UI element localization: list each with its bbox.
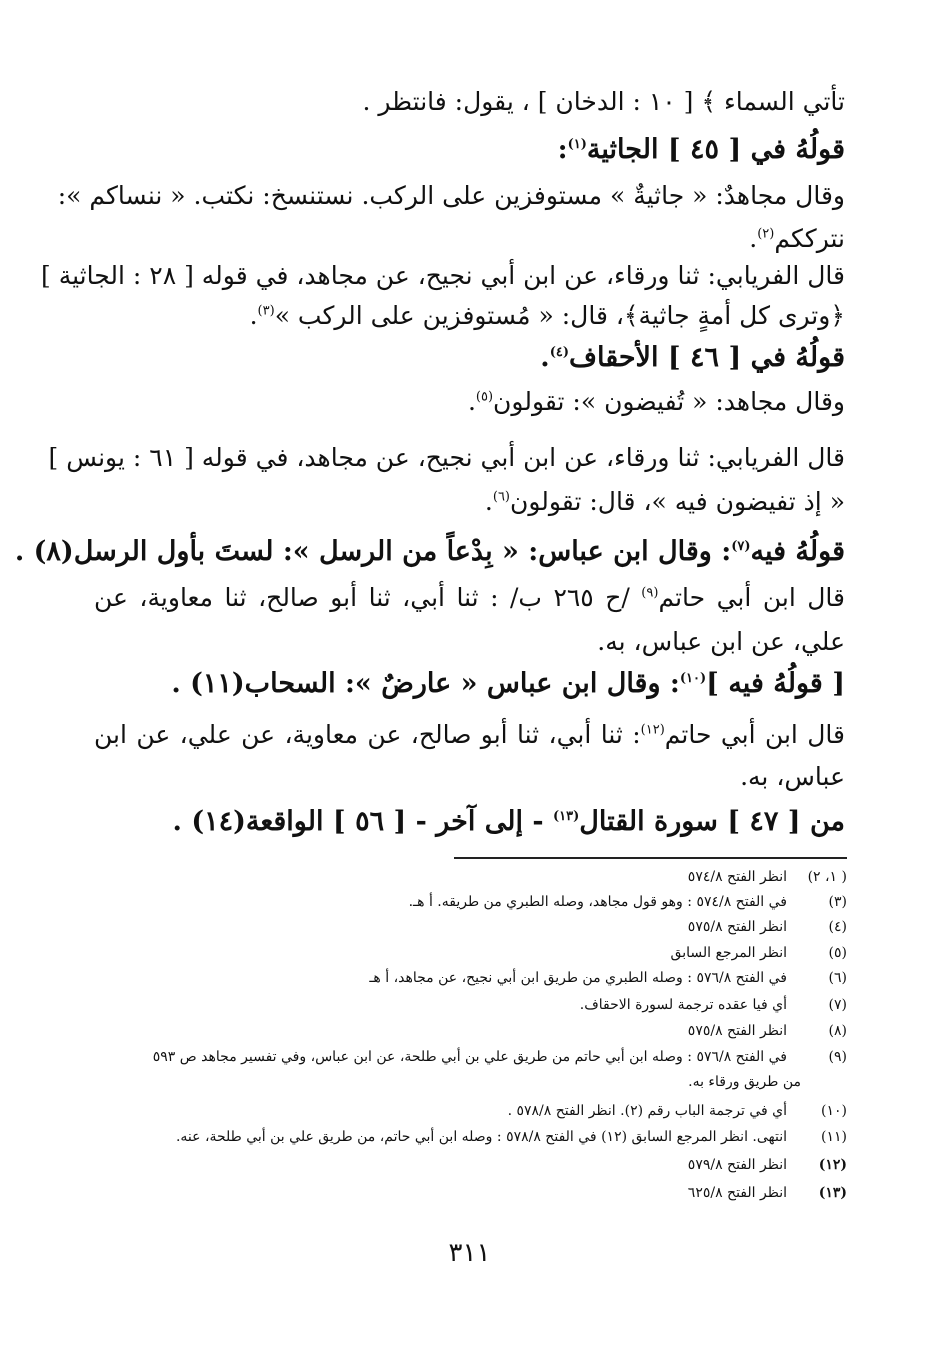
footnote-item — [87, 1098, 847, 1124]
line-text: من [ ٤٧ ] سورة القتال — [579, 806, 845, 837]
line-text: ﴿وترى كل أمةٍ جاثية﴾، قال: « مُستوفزين على الركب » — [274, 301, 845, 330]
body-line — [48, 438, 845, 478]
footnote-number: ( ١، ٢) — [807, 869, 847, 885]
footnote-number: (٩) — [828, 1049, 847, 1065]
footnote-text: في الفتح ٥٧٦/٨ : وصله ابن أبي حاتم من طريق علي بن أبي طلحة، عن ابن عباس، وفي تفسير مجاهد ص ٥٩٣ — [152, 1049, 787, 1065]
body-line — [94, 382, 845, 422]
footnote-item — [87, 864, 847, 890]
footnote-item — [87, 1180, 847, 1206]
body-line — [94, 482, 845, 522]
line-text: وقال مجاهد: « تُفيضون »: تقولون — [493, 387, 845, 416]
footnote-text: في الفتح ٥٧٤/٨ : وهو قول مجاهد، وصله الطبري من طريقه. أ هـ. — [408, 894, 787, 910]
page-number: ٣١١ — [448, 1238, 491, 1268]
footnote-number: (٨) — [828, 1023, 847, 1039]
line-tail: . — [467, 387, 476, 416]
section-heading — [14, 532, 845, 572]
footnote-marker: (٣) — [257, 303, 275, 319]
footnote-number: (٧) — [828, 997, 847, 1013]
footnote-number: (٥) — [828, 945, 847, 961]
footnote-number: (٦) — [828, 970, 847, 986]
section-heading — [94, 338, 845, 378]
line-text: نترككم — [774, 224, 845, 253]
footnote-text: أي فيا عقده ترجمة لسورة الاحقاف. — [579, 997, 787, 1013]
footnote-item — [87, 914, 847, 940]
footnote-number: (٤) — [828, 919, 847, 935]
body-line — [94, 715, 845, 755]
footnote-text: في الفتح ٥٧٦/٨ : وصله الطبري من طريق ابن أبي نجيح، عن مجاهد، أ هـ — [369, 970, 787, 986]
line-tail: : — [557, 134, 568, 165]
footnote-number: (١٢) — [818, 1157, 847, 1173]
section-heading — [94, 802, 845, 842]
footnote-marker: (٦) — [492, 489, 510, 505]
footnote-marker: (١٠) — [679, 671, 707, 686]
footnote-marker: (٧) — [731, 539, 751, 554]
line-tail: : ثنا أبي، ثنا أبو صالح، عن معاوية، عن علي، عن ابن — [94, 720, 641, 749]
footnote-marker: (٢) — [757, 226, 775, 242]
line-text: قال الفريابي: ثنا ورقاء، عن ابن أبي نجيح، عن مجاهد، في قوله [ ٦١ : يونس ] — [48, 443, 845, 472]
body-line — [94, 757, 845, 797]
footnote-number: (١١) — [821, 1129, 847, 1145]
footnote-item — [87, 1018, 847, 1044]
body-line — [94, 622, 845, 662]
footnote-item — [87, 992, 847, 1018]
footnote-text: انظر الفتح ٥٧٥/٨ — [687, 1023, 787, 1039]
line-text: قال ابن أبي حاتم — [664, 720, 845, 749]
footnote-item — [87, 940, 847, 966]
line-tail: . — [540, 342, 550, 373]
footnote-marker: (٩) — [641, 585, 659, 601]
line-text: تأتي السماء ﴾ [ ١٠ : الدخان ] ، يقول: فانتظر . — [362, 87, 845, 116]
line-tail: : وقال ابن عباس « عارضٌ »: السحاب(١١) . — [171, 668, 680, 699]
footnote-text: انظر الفتح ٥٧٥/٨ — [687, 919, 787, 935]
line-tail: . — [749, 224, 758, 253]
body-line — [94, 578, 845, 618]
body-line — [94, 82, 845, 122]
footnote-marker: (١٣) — [553, 809, 580, 824]
line-tail: . — [484, 487, 493, 516]
footnote-item — [41, 1069, 801, 1095]
section-heading — [94, 664, 845, 704]
footnote-marker: (٥) — [475, 389, 494, 405]
line-tail: - إلى آخر - [ ٥٦ ] الواقعة(١٤) . — [172, 806, 553, 837]
line-text: « إذ تفيضون فيه »، قال: تقولون — [510, 487, 845, 516]
body-line — [41, 256, 845, 296]
footnote-text: انتهى. انظر المرجع السابق (١٢) في الفتح ٥٧٨/٨ : وصله ابن أبي حاتم، من طريق علي بن أبي طلحة، عنه. — [175, 1129, 787, 1145]
footnote-marker: (١) — [567, 137, 587, 152]
footnote-text: انظر الفتح ٥٧٩/٨ — [687, 1157, 787, 1173]
line-tail: . — [249, 301, 258, 330]
body-line — [94, 219, 845, 259]
footnote-text: انظر الفتح ٦٢٥/٨ — [687, 1185, 787, 1201]
footnote-marker: (٤) — [549, 345, 569, 360]
footnote-item — [87, 889, 847, 915]
line-text: قال ابن أبي حاتم — [658, 583, 845, 612]
line-text: وقال مجاهدٌ: « جاثيةٌ » مستوفزين على الركب. نستنسخ: نكتب. « ننساكم »: — [57, 181, 845, 210]
footnote-number: (١٣) — [818, 1185, 847, 1201]
footnote-text: انظر الفتح ٥٧٤/٨ — [687, 869, 787, 885]
footnote-text: من طريق ورقاء به. — [688, 1074, 801, 1090]
line-text: قال الفريابي: ثنا ورقاء، عن ابن أبي نجيح، عن مجاهد، في قوله [ ٢٨ : الجاثية ] — [41, 261, 845, 290]
footnote-item — [87, 965, 847, 991]
footnote-text: انظر المرجع السابق — [670, 945, 787, 961]
footnote-item — [87, 1124, 847, 1150]
footnote-marker: (١٢) — [640, 722, 665, 738]
footnote-item — [87, 1152, 847, 1178]
body-line — [57, 176, 845, 216]
footnote-text: أي في ترجمة الباب رقم (٢). انظر الفتح ٥٧٨/٨ . — [507, 1103, 787, 1119]
section-heading — [94, 130, 845, 170]
line-text: قولُهُ في [ ٤٦ ] الأحقاف — [568, 342, 845, 373]
footnote-item — [87, 1044, 847, 1070]
footnote-number: (٣) — [828, 894, 847, 910]
line-text: قولُهُ فيه — [750, 536, 845, 567]
line-text: قولُهُ في [ ٤٥ ] الجاثية — [586, 134, 845, 165]
line-text: علي، عن ابن عباس، به. — [597, 627, 845, 656]
line-text: [ قولُهُ فيه ] — [706, 668, 845, 699]
line-text: عباس، به. — [740, 762, 845, 791]
line-tail: /ح ٢٦٥ ب/ : ثنا أبي، ثنا أبو صالح، ثنا معاوية، عن — [94, 583, 642, 612]
footnote-separator — [454, 857, 847, 859]
line-tail: : وقال ابن عباس: « بِدْعاً من الرسل »: لستَ بأول الرسل(٨) . — [14, 536, 732, 567]
body-line — [94, 296, 845, 336]
footnote-number: (١٠) — [821, 1103, 847, 1119]
